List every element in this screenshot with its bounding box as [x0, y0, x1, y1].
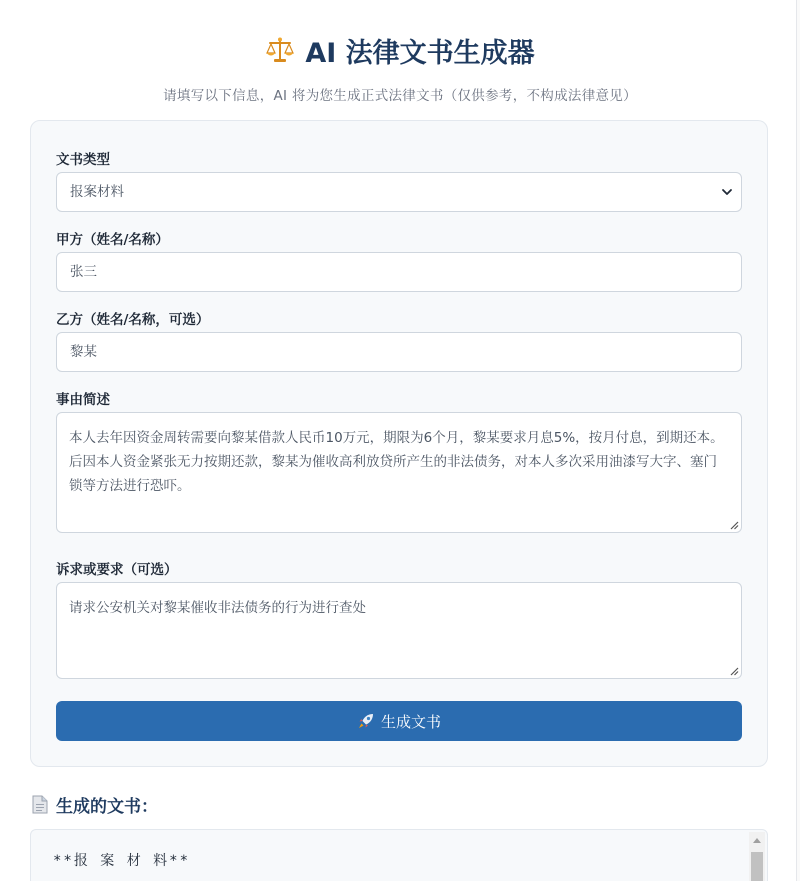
claims-label: 诉求或要求（可选） — [56, 562, 178, 578]
result-output[interactable] — [30, 829, 768, 881]
page-title-text: AI 法律文书生成器 — [305, 37, 535, 69]
doc-type-label: 文书类型 — [56, 152, 110, 168]
party-b-input[interactable]: 黎某 — [56, 332, 742, 372]
page-subtitle: 请填写以下信息，AI 将为您生成正式法律文书（仅供参考，不构成法律意见） — [163, 88, 637, 104]
form-card — [30, 120, 768, 767]
party-b-label: 乙方（姓名/名称，可选） — [56, 312, 210, 328]
generate-button-label: 生成文书 — [380, 712, 441, 731]
rocket-icon — [357, 712, 375, 730]
result-text: **报 案 材 料** — [53, 853, 191, 869]
scroll-thumb[interactable] — [751, 852, 763, 881]
scrollbar[interactable] — [749, 832, 765, 881]
party-a-input[interactable]: 张三 — [56, 252, 742, 292]
document-icon — [32, 795, 48, 814]
result-heading — [32, 792, 158, 817]
scale-icon — [265, 36, 295, 64]
facts-textarea[interactable] — [56, 412, 742, 533]
doc-type-value: 报案材料 — [70, 184, 124, 200]
resize-handle-icon[interactable] — [729, 520, 739, 530]
facts-label: 事由简述 — [56, 392, 110, 408]
doc-type-select[interactable] — [56, 172, 742, 212]
party-a-label: 甲方（姓名/名称） — [56, 232, 169, 248]
resize-handle-icon[interactable] — [729, 666, 739, 676]
claims-text: 请求公安机关对黎某催收非法债务的行为进行查处 — [69, 600, 366, 616]
claims-textarea[interactable] — [56, 582, 742, 679]
page-title — [265, 30, 534, 70]
chevron-down-icon — [721, 186, 733, 198]
facts-text: 本人去年因资金周转需要向黎某借款人民币10万元，期限为6个月，黎某要求月息5%，按月付息，到期还本。后因本人资金紧张无力按期还款，黎某为催收高利放贷所产生的非法债务，对本人多次采用油漆写大字、塞门锁等方法进行恐吓。 — [69, 430, 724, 494]
scroll-up-icon[interactable] — [753, 838, 761, 843]
page-header — [0, 0, 800, 104]
generate-button[interactable] — [56, 701, 742, 741]
window-edge — [796, 0, 800, 881]
result-heading-text: 生成的文书： — [56, 797, 158, 817]
